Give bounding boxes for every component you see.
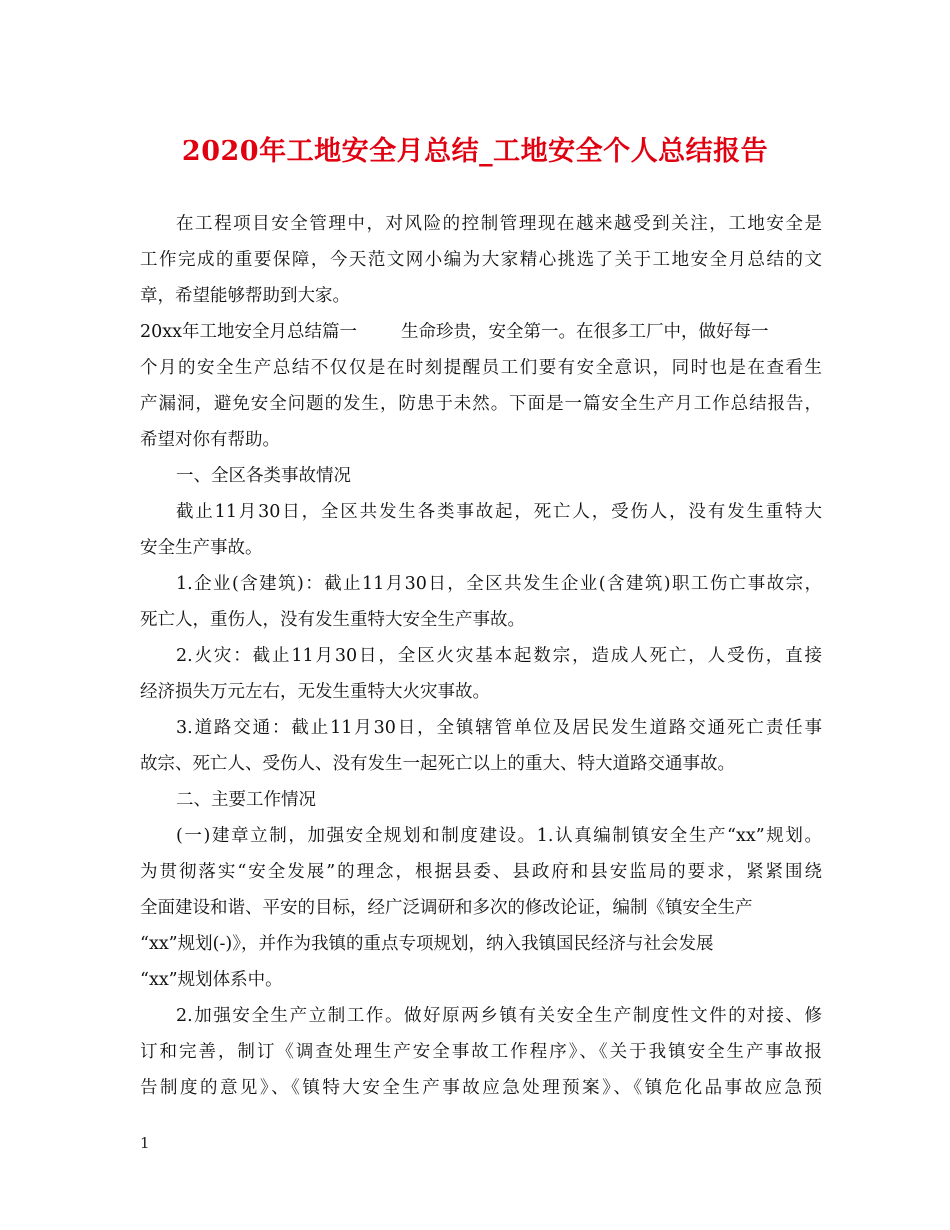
paragraph-line: “xx”规划(-)》，并作为我镇的重点专项规划，纳入我镇国民经济与社会发展 [140,934,714,954]
paragraph-line: 在工程项目安全管理中，对风险的控制管理现在越来越受到关注，工地安全是 [176,214,822,234]
paragraph-line: 死亡人，重伤人，没有发生重特大安全生产事故。 [140,610,525,630]
paragraph-line: “xx”规划体系中。 [140,970,283,990]
paragraph-line: 2.火灾：截止11月30日，全区火灾基本起数宗，造成人死亡，人受伤，直接 [176,646,822,666]
paragraph-line: 全面建设和谐、平安的目标，经广泛调研和多次的修改论证，编制《镇安全生产 [140,898,753,918]
paragraph-line: 产漏洞，避免安全问题的发生，防患于未然。下面是一篇安全生产月工作总结报告， [140,394,822,414]
document-body [140,206,822,1106]
paragraph-line: 为贯彻落实“安全发展”的理念，根据县委、县政府和县安监局的要求，紧紧围绕 [140,862,822,882]
paragraph-line: 3.道路交通：截止11月30日，全镇辖管单位及居民发生道路交通死亡责任事 [176,718,822,738]
paragraph-line: 故宗、死亡人、受伤人、没有发生一起死亡以上的重大、特大道路交通事故。 [140,754,735,774]
section-heading: 二、主要工作情况 [176,790,316,810]
paragraph-line: 经济损失万元左右，无发生重特大火灾事故。 [140,682,490,702]
paragraph-line: 2.加强安全生产立制工作。做好原两乡镇有关安全生产制度性文件的对接、修 [176,1006,822,1026]
paragraph-line: 订和完善，制订《调查处理生产安全事故工作程序》、《关于我镇安全生产事故报 [140,1042,822,1062]
paragraph-line-inline: 生命珍贵，安全第一。在很多工厂中，做好每一 [401,322,769,342]
paragraph-line: 告制度的意见》、《镇特大安全生产事故应急处理预案》、《镇危化品事故应急预 [140,1078,822,1098]
section-heading: 一、全区各类事故情况 [176,466,351,486]
section-heading-line [140,314,822,350]
paragraph-line: 安全生产事故。 [140,538,263,558]
document-title: 2020年工地安全月总结_工地安全个人总结报告 [181,136,769,167]
page-number: 1 [140,1134,150,1152]
paragraph-line: 截止11月30日，全区共发生各类事故起，死亡人，受伤人，没有发生重特大 [176,502,822,522]
paragraph-line: 希望对你有帮助。 [140,430,280,450]
paragraph-line: 个月的安全生产总结不仅仅是在时刻提醒员工们要有安全意识，同时也是在查看生 [140,358,822,378]
paragraph-line: 工作完成的重要保障，今天范文网小编为大家精心挑选了关于工地安全月总结的文 [140,250,822,270]
paragraph-line: 1.企业(含建筑)：截止11月30日，全区共发生企业(含建筑)职工伤亡事故宗， [176,574,822,594]
paragraph-line: (一)建章立制，加强安全规划和制度建设。1.认真编制镇安全生产“xx”规划。 [176,826,822,846]
section-heading: 20xx年工地安全月总结篇一 [140,322,358,342]
paragraph-line: 章，希望能够帮助到大家。 [140,286,350,306]
